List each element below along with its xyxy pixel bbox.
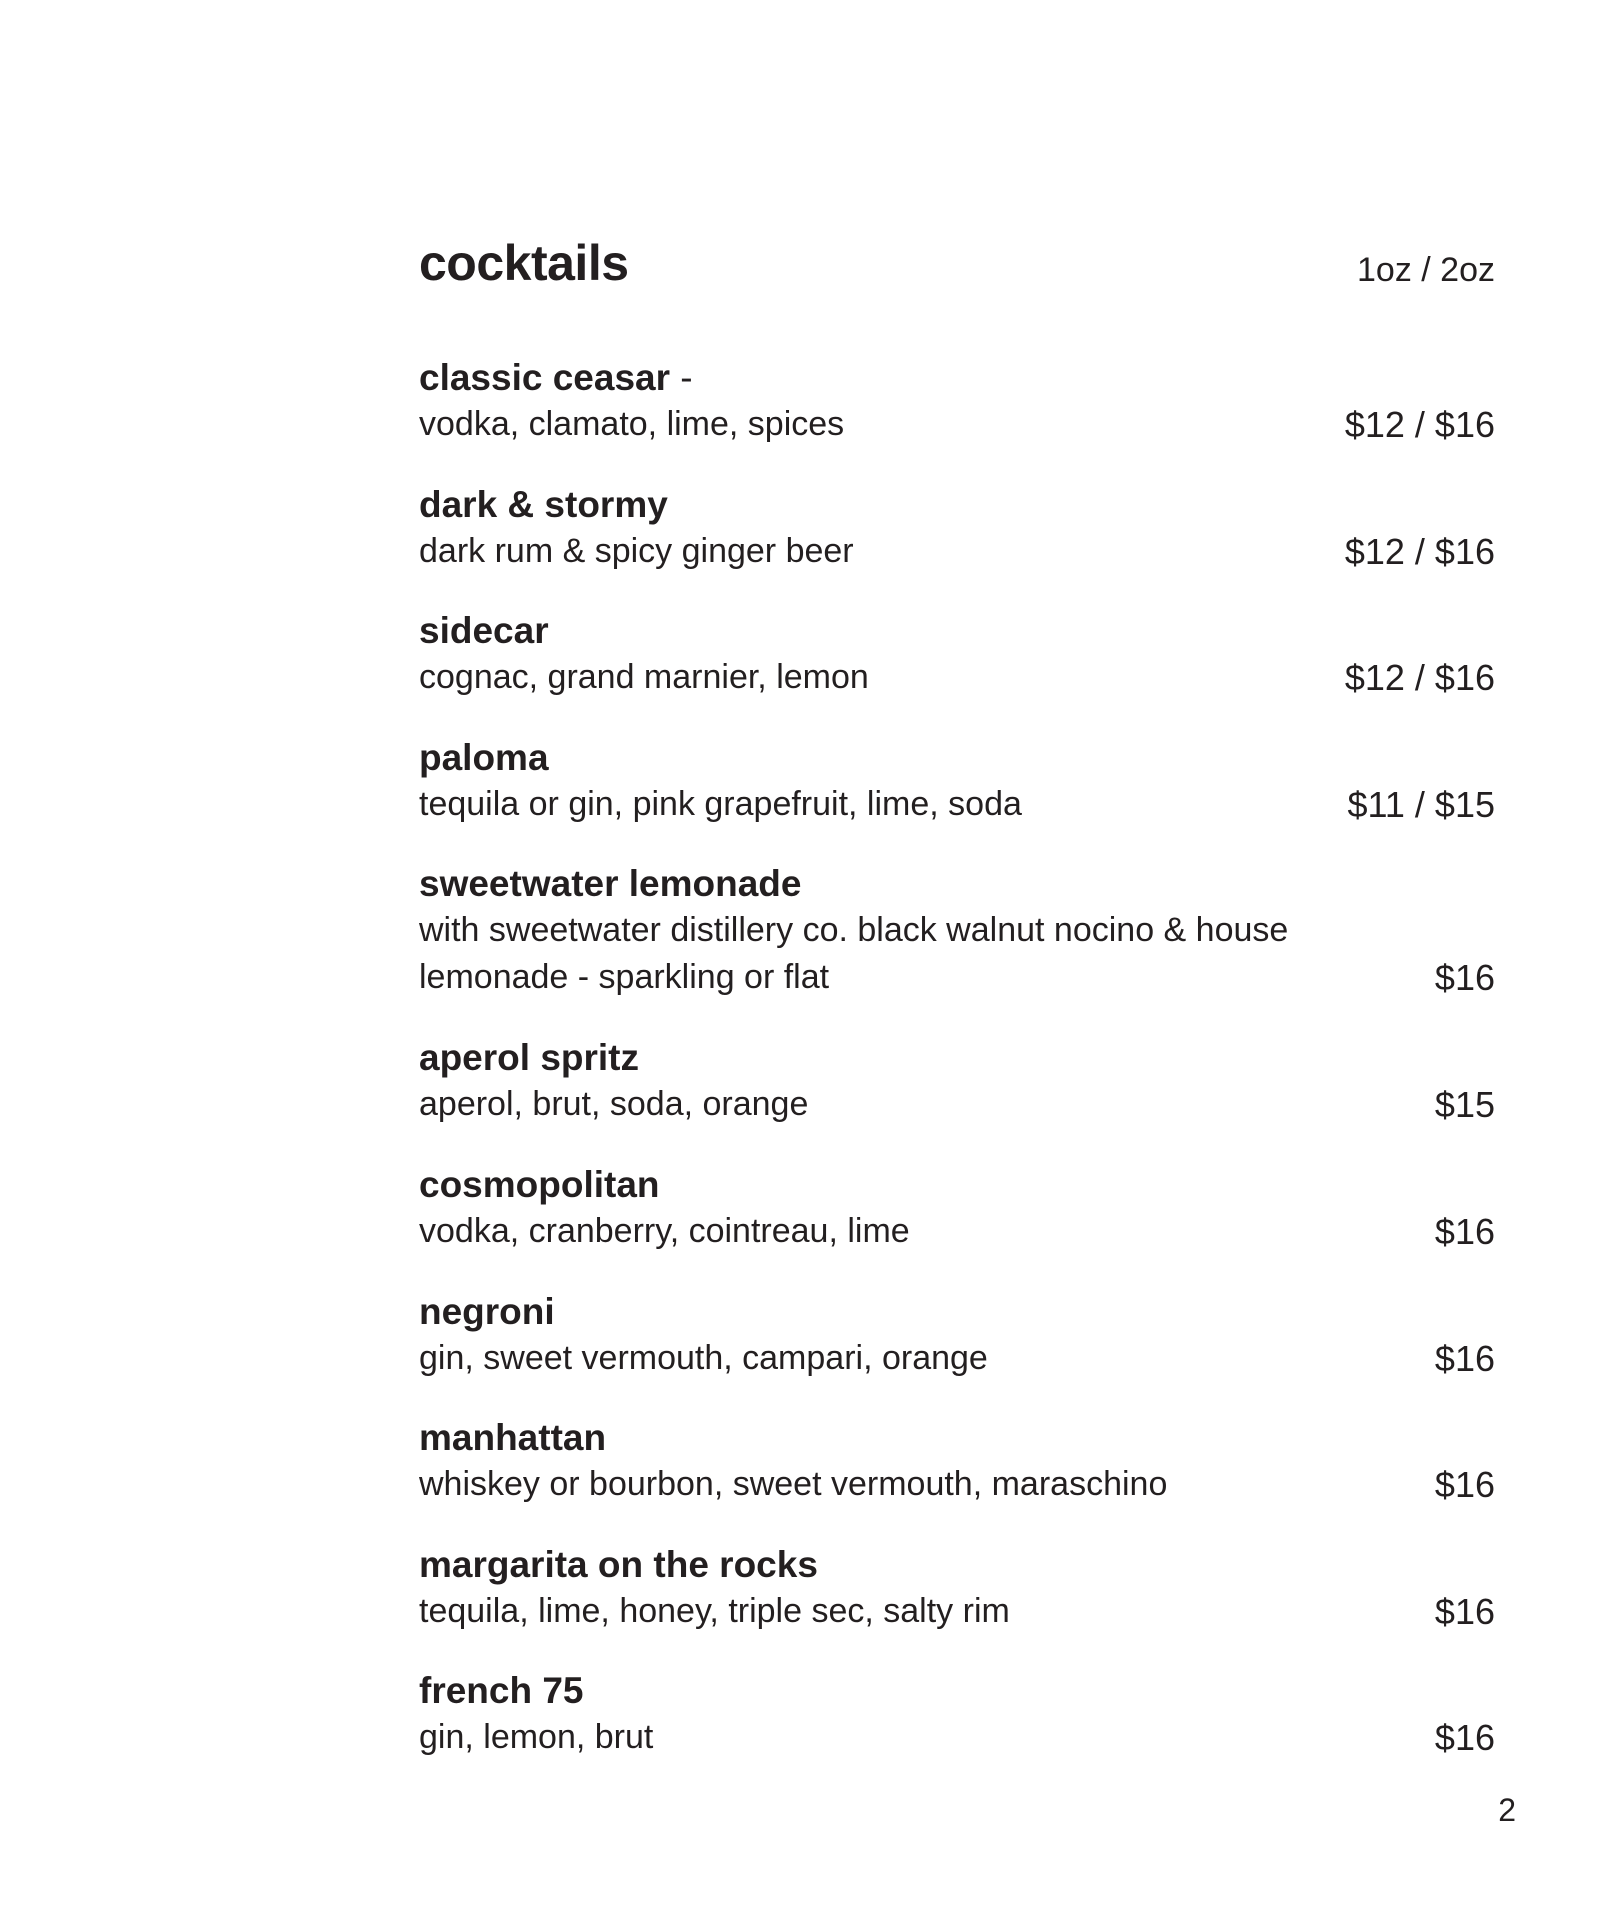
item-row bbox=[419, 1335, 1495, 1382]
item-row bbox=[419, 654, 1495, 701]
item-name: classic ceasar - bbox=[419, 357, 693, 398]
section-header bbox=[419, 228, 1495, 298]
item-name-suffix: - bbox=[670, 357, 693, 398]
item-price: $11 / $15 bbox=[1347, 783, 1495, 825]
menu-item-margarita-on-the-rocks bbox=[419, 1541, 1495, 1668]
size-label: 1oz / 2oz bbox=[1357, 251, 1495, 289]
item-description: aperol, brut, soda, orange bbox=[419, 1085, 809, 1124]
item-description: gin, sweet vermouth, campari, orange bbox=[419, 1338, 988, 1377]
item-row bbox=[419, 1714, 1495, 1761]
item-row bbox=[419, 954, 1495, 1001]
menu-item-sidecar bbox=[419, 607, 1495, 734]
menu-item-manhattan bbox=[419, 1414, 1495, 1541]
item-description: vodka, cranberry, cointreau, lime bbox=[419, 1211, 910, 1250]
item-name: dark & stormy bbox=[419, 483, 668, 525]
item-name: sweetwater lemonade bbox=[419, 863, 802, 905]
item-name: sidecar bbox=[419, 610, 549, 652]
item-price: $16 bbox=[1434, 1464, 1495, 1506]
item-name: paloma bbox=[419, 736, 549, 778]
item-price: $16 bbox=[1434, 1210, 1495, 1252]
item-description-line-2: lemonade - sparkling or flat bbox=[419, 958, 830, 997]
menu-item-negroni bbox=[419, 1288, 1495, 1415]
item-description: gin, lemon, brut bbox=[419, 1718, 654, 1757]
item-price: $16 bbox=[1434, 957, 1495, 999]
item-name: cosmopolitan bbox=[419, 1163, 660, 1205]
item-price: $12 / $16 bbox=[1344, 657, 1495, 699]
menu-item-cosmopolitan bbox=[419, 1161, 1495, 1288]
item-description: vodka, clamato, lime, spices bbox=[419, 405, 845, 443]
item-description: tequila or gin, pink grapefruit, lime, soda bbox=[419, 784, 1022, 823]
item-row bbox=[419, 1588, 1495, 1635]
item-row bbox=[419, 528, 1495, 575]
item-name: margarita on the rocks bbox=[419, 1543, 818, 1585]
item-description: cognac, grand marnier, lemon bbox=[419, 658, 869, 697]
item-row bbox=[419, 781, 1495, 828]
item-description-line-1: with sweetwater distillery co. black walnut nocino & house bbox=[419, 911, 1289, 950]
item-name: manhattan bbox=[419, 1417, 607, 1459]
item-row bbox=[419, 1081, 1495, 1128]
item-row bbox=[419, 1461, 1495, 1508]
item-price: $12 / $16 bbox=[1344, 404, 1495, 445]
item-name: aperol spritz bbox=[419, 1037, 639, 1079]
item-row bbox=[419, 401, 1495, 448]
item-price: $15 bbox=[1434, 1084, 1495, 1126]
item-price: $16 bbox=[1434, 1590, 1495, 1632]
item-price: $12 / $16 bbox=[1344, 530, 1495, 572]
item-price: $16 bbox=[1434, 1717, 1495, 1759]
item-description: whiskey or bourbon, sweet vermouth, maraschino bbox=[419, 1465, 1168, 1504]
menu-item-classic-ceasar bbox=[419, 354, 1495, 481]
item-description: dark rum & spicy ginger beer bbox=[419, 531, 854, 570]
menu-item-french-75 bbox=[419, 1667, 1495, 1794]
item-description: tequila, lime, honey, triple sec, salty rim bbox=[419, 1591, 1010, 1630]
menu-item-dark-and-stormy bbox=[419, 481, 1495, 608]
menu-content bbox=[419, 228, 1495, 1794]
menu-item-aperol-spritz bbox=[419, 1034, 1495, 1161]
item-name: negroni bbox=[419, 1290, 555, 1332]
item-price: $16 bbox=[1434, 1337, 1495, 1379]
cocktail-list bbox=[419, 354, 1495, 1794]
menu-item-paloma bbox=[419, 734, 1495, 861]
menu-item-sweetwater-lemonade bbox=[419, 860, 1495, 1034]
item-row bbox=[419, 1208, 1495, 1255]
section-title: cocktails bbox=[419, 235, 629, 291]
item-name: french 75 bbox=[419, 1670, 584, 1712]
page-number: 2 bbox=[1498, 1792, 1516, 1828]
